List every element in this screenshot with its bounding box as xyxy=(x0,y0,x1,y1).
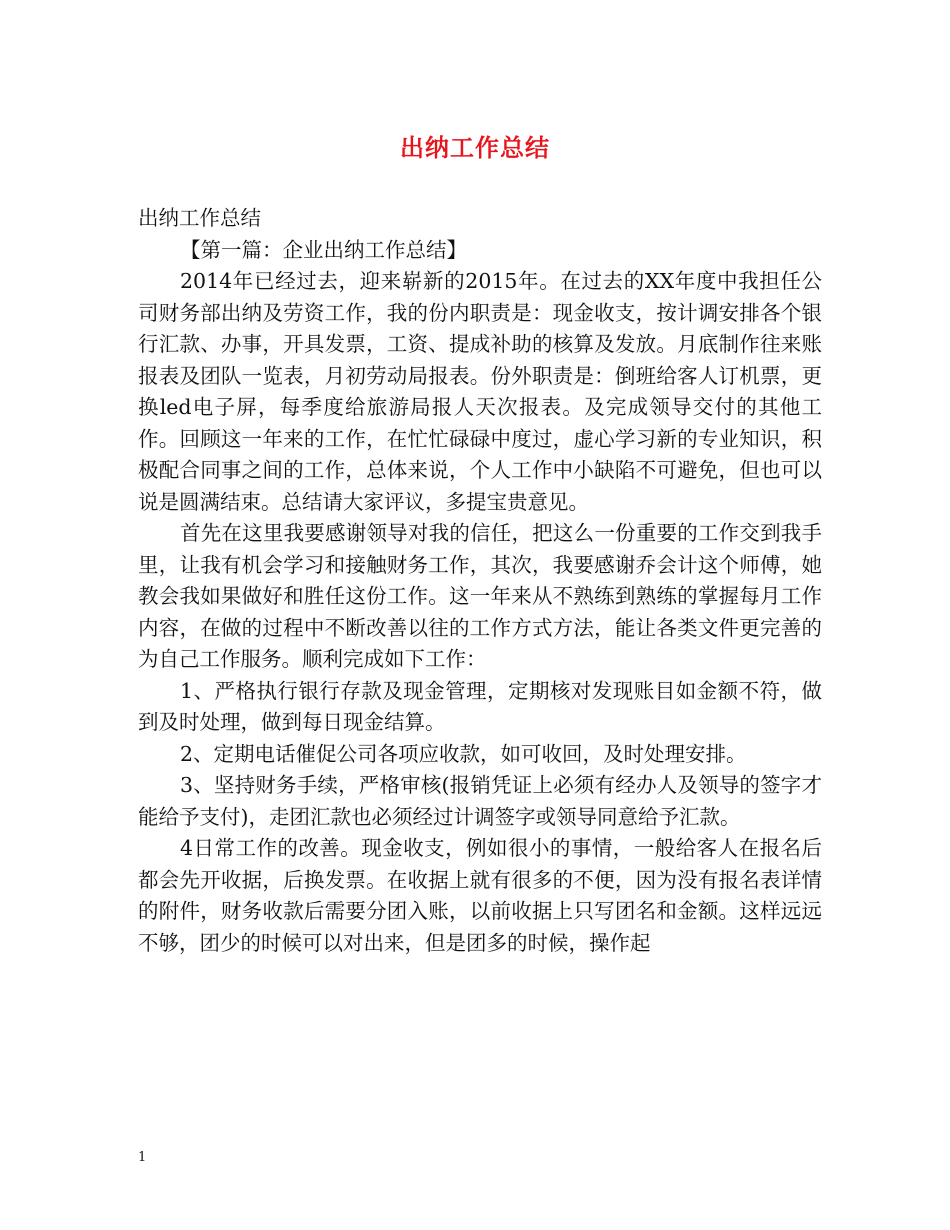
document-subtitle: 出纳工作总结 xyxy=(138,206,261,230)
document-title: 出纳工作总结 xyxy=(400,134,550,162)
section-heading: 【第一篇：企业出纳工作总结】 xyxy=(180,237,467,262)
paragraph: 首先在这里我要感谢领导对我的信任，把这么一份重要的工作交到我手里，让我有机会学习和接触财务工作，其次，我要感谢乔会计这个师傅，她教会我如果做好和胜任这份工作。这一年来从不熟练到熟练的掌握每月工作内容，在做的过程中不断改善以往的工作方式方法，能让各类文件更完善的为自己工作服务。顺利完成如下工作： xyxy=(138,521,822,671)
document-body xyxy=(138,203,822,959)
page-number: 1 xyxy=(138,1150,147,1165)
list-item: 4日常工作的改善。现金收支，例如很小的事情，一般给客人在报名后都会先开收据，后换发票。在收据上就有很多的不便，因为没有报名表详情的附件，财务收款后需要分团入账，以前收据上只写团名和金额。这样远远不够，团少的时候可以对出来，但是团多的时候，操作起 xyxy=(138,836,822,955)
list-item: 3、坚持财务手续，严格审核(报销凭证上必须有经办人及领导的签字才能给予支付)，走团汇款也必须经过计调签字或领导同意给予汇款。 xyxy=(138,773,822,829)
list-item: 2、定期电话催促公司各项应收款，如可收回，及时处理安排。 xyxy=(180,741,747,766)
paragraph: 2014年已经过去，迎来崭新的2015年。在过去的XX年度中我担任公司财务部出纳及劳资工作，我的份内职责是：现金收支，按计调安排各个银行汇款、办事，开具发票，工资、提成补助的核算及发放。月底制作往来账报表及团队一览表，月初劳动局报表。份外职责是：倒班给客人订机票，更换led电子屏，每季度给旅游局报人天次报表。及完成领导交付的其他工作。回顾这一年来的工作，在忙忙碌碌中度过，虚心学习新的专业知识，积极配合同事之间的工作，总体来说，个人工作中小缺陷不可避免，但也可以说是圆满结束。总结请大家评议，多提宝贵意见。 xyxy=(138,269,822,514)
list-item: 1、严格执行银行存款及现金管理，定期核对发现账目如金额不符，做到及时处理，做到每日现金结算。 xyxy=(138,678,822,734)
